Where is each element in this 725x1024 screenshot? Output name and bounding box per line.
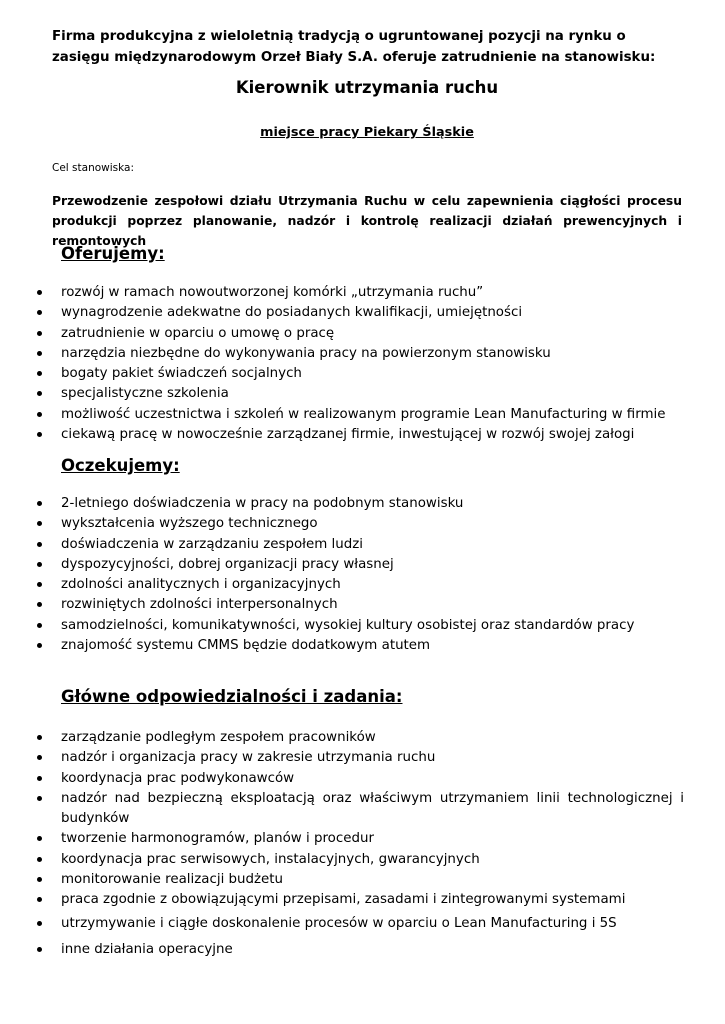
list-item-text: zarządzanie podległym zespołem pracowników [61,730,376,745]
list-item [0,789,725,830]
expect-list [0,494,725,656]
bullet-icon [37,623,42,628]
bullet-icon [37,391,42,396]
company-intro: Firma produkcyjna z wieloletnią tradycją o ugruntowanej pozycji na rynku o zasięgu międzynarodowym Orzeł Biały S.A. oferuje zatrudnienie na stanowisku: [52,29,656,65]
list-item-text: praca zgodnie z obowiązującymi przepisami, zasadami i zintegrowanymi systemami [61,892,626,908]
list-item [0,829,725,849]
bullet-icon [37,432,42,437]
offer-heading: Oferujemy: [61,244,165,263]
bullet-icon [37,877,42,882]
list-item-text: monitorowanie realizacji budżetu [61,872,284,888]
bullet-icon [37,310,42,315]
list-item [0,425,725,445]
job-title: Kierownik utrzymania ruchu [235,78,499,97]
list-item-text: narzędzia niezbędne do wykonywania pracy na powierzonym stanowisku [61,345,551,361]
position-goal-label: Cel stanowiska: [52,162,134,174]
list-item [0,384,725,404]
bullet-icon [37,371,42,376]
bullet-icon [37,602,42,607]
list-item [0,303,725,323]
bullet-icon [37,836,42,841]
expect-heading: Oczekujemy: [61,456,180,475]
bullet-icon [37,643,42,648]
duties-list [0,728,725,963]
list-item [0,575,725,595]
list-item-text: zatrudnienie w oparciu o umowę o pracę [61,325,335,341]
list-item [0,405,725,425]
bullet-icon [37,351,42,356]
list-item-text: dyspozycyjności, dobrej organizacji pracy własnej [61,556,394,572]
bullet-icon [37,776,42,781]
list-item-text: doświadczenia w zarządzaniu zespołem ludzi [61,536,363,552]
list-item-text: znajomość systemu CMMS będzie dodatkowym atutem [61,638,431,654]
bullet-icon [37,755,42,760]
bullet-icon [37,921,42,926]
bullet-icon [37,412,42,417]
bullet-icon [37,290,42,295]
list-item-text: specjalistyczne szkolenia [61,386,229,402]
list-item-text: zdolności analitycznych i organizacyjnych [61,577,341,593]
list-item [0,494,725,514]
list-item [0,728,725,748]
list-item-text: bogaty pakiet świadczeń socjalnych [61,366,302,382]
list-item [0,748,725,768]
list-item-text: rozwiniętych zdolności interpersonalnych [61,597,338,613]
list-item-text: rozwój w ramach nowoutworzonej komórki „utrzymania ruchu” [61,285,484,300]
list-item [0,283,725,303]
list-item [0,555,725,575]
work-location: miejsce pracy Piekary Śląskie [260,125,474,140]
list-item [0,616,725,636]
bullet-icon [37,521,42,526]
bullet-icon [37,542,42,547]
list-item [0,870,725,890]
bullet-icon [37,331,42,336]
list-item-text: nadzór i organizacja pracy w zakresie utrzymania ruchu [61,750,436,766]
bullet-icon [37,735,42,740]
list-item-text: możliwość uczestnictwa i szkoleń w realizowanym programie Lean Manufacturing w firmie [61,406,666,422]
bullet-icon [37,582,42,587]
list-item [0,344,725,364]
bullet-icon [37,796,42,801]
list-item [0,850,725,870]
list-item-text: wykształcenia wyższego technicznego [61,516,318,532]
list-item [0,514,725,534]
bullet-icon [37,947,42,952]
list-item-text: nadzór nad bezpieczną eksploatacją oraz właściwym utrzymaniem linii technologicznej i budynków [61,790,684,827]
list-item [0,911,725,937]
list-item [0,535,725,555]
duties-heading: Główne odpowiedzialności i zadania: [61,687,403,706]
list-item [0,595,725,615]
list-item-text: utrzymywanie i ciągłe doskonalenie procesów w oparciu o Lean Manufacturing i 5S [61,915,617,931]
list-item [0,364,725,384]
list-item [0,636,725,656]
list-item-text: 2-letniego doświadczenia w pracy na podobnym stanowisku [61,496,464,511]
list-item-text: koordynacja prac podwykonawców [61,770,295,786]
bullet-icon [37,562,42,567]
bullet-icon [37,897,42,902]
list-item-text: wynagrodzenie adekwatne do posiadanych kwalifikacji, umiejętności [61,305,523,321]
list-item-text: tworzenie harmonogramów, planów i procedur [61,831,374,847]
list-item-text: koordynacja prac serwisowych, instalacyjnych, gwarancyjnych [61,851,480,867]
list-item-text: samodzielności, komunikatywności, wysokiej kultury osobistej oraz standardów pracy [61,617,635,633]
list-item [0,324,725,344]
bullet-icon [37,857,42,862]
position-goal-text: Przewodzenie zespołowi działu Utrzymania Ruchu w celu zapewnienia ciągłości procesu produkcji poprzez planowanie, nadzór i kontrolę realizacji działań prewencyjnych i remontowych [52,194,682,248]
bullet-icon [37,501,42,506]
offer-list [0,283,725,445]
list-item-text: ciekawą pracę w nowocześnie zarządzanej firmie, inwestującej w rozwój swojej załogi [61,427,635,443]
list-item [0,937,725,963]
list-item [0,890,725,910]
list-item-text: inne działania operacyjne [61,941,233,957]
list-item [0,769,725,789]
